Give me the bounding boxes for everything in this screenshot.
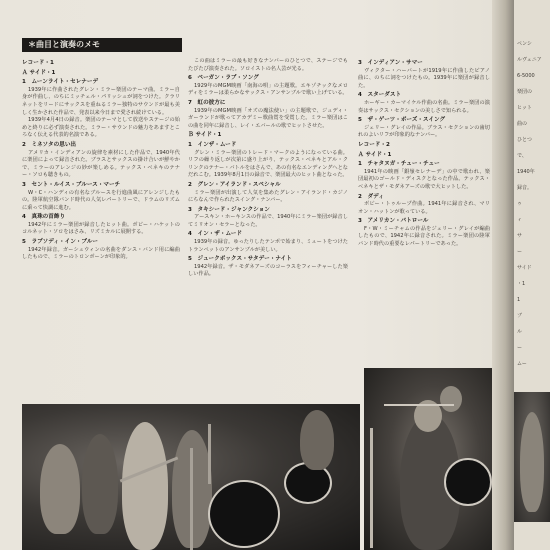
section-heading: Ａ サイド・1 <box>358 151 392 158</box>
section-heading: 1 ムーンライト・セレナーデ <box>22 79 99 86</box>
page-title: ＊曲目と演奏のメモ <box>22 38 182 52</box>
paragraph: ヴィクター・ハーバートが1919年に作曲したピアノ曲に、のちに詞をつけたもの。1939年に楽団が録音した。 <box>358 67 490 89</box>
right-page-text: ィ <box>517 217 523 223</box>
band-photo-partial <box>514 392 550 522</box>
paragraph: 1942年にミラー楽団が録音したヒット曲。ボビー・ハケットのコルネット・ソロをはさみ、リズミカルに展開する。 <box>22 221 180 236</box>
section-heading: 2 ミネソタの思い出 <box>22 141 77 148</box>
right-page-text: ブ <box>517 313 523 319</box>
section-heading: 3 インディアン・サマー <box>358 60 423 66</box>
section-heading: 6 ペーガン・ラブ・ソング <box>188 75 259 82</box>
right-page-text: で、 <box>517 153 527 159</box>
section-heading: 4 イン・ザ・ムード <box>188 231 242 238</box>
right-page-text: ムー <box>517 361 527 367</box>
right-page-text: 6-5000 <box>517 73 535 79</box>
section-heading: 4 スターダスト <box>358 92 402 99</box>
band-photo-musicians <box>364 368 492 550</box>
right-page-text: 1940年 <box>517 169 535 175</box>
right-page-text: サイド <box>517 265 532 271</box>
paragraph: 1929年のMGM映画「南海の唄」の主題歌。エキゾチックなメロディをミラーは柔らかなサックス・アンサンブルで歌い上げている。 <box>188 82 348 97</box>
paragraph: ジェリー・グレイの作品。ブラス・セクションの歯切れのよいリフが印象的なナンバー。 <box>358 124 490 139</box>
paragraph: ミラー楽団が出演して人気を集めたグレン・アイランド・カジノにちなんで作られたスイング・ナンバー。 <box>188 189 348 204</box>
section-heading: 2 グレン・アイランド・スペシャル <box>188 181 281 188</box>
page-spine <box>492 0 514 550</box>
right-page-text: ー <box>517 345 523 351</box>
right-page-text: ひとつ <box>517 137 532 143</box>
right-page-text: サ <box>517 233 523 239</box>
text-column-3 <box>358 58 490 249</box>
section-heading: 2 ダディ <box>358 193 384 200</box>
section-heading: 5 ラプソディ・イン・ブルー <box>22 239 98 246</box>
section-heading: 1 インザ・ムード <box>188 141 237 148</box>
right-page-text: ヒット <box>517 105 532 111</box>
paragraph: ボビー・トゥループ作曲。1941年に録音され、マリオン・ハットンが歌っている。 <box>358 201 490 215</box>
paragraph: 1939年の録音。ゆったりしたテンポで始まり、ミュートをつけたトランペットのアンサンブルが美しい。 <box>188 239 348 253</box>
section-heading: レコード・1 <box>22 60 54 66</box>
section-heading: 3 アメリカン・パトロール <box>358 218 429 225</box>
paragraph: 1941年の映画「銀嶺セレナーデ」の中で歌われ、楽団最初のゴールド・ディスクとなった作品。テックス・ベネキとザ・モダネアーズの歌で大ヒットした。 <box>358 168 490 190</box>
section-heading: Ａ サイド・1 <box>22 69 56 76</box>
paragraph: 1942年録音。ガーシュウィンの名曲をダンス・バンド用に編曲したもので、ミラーのトロンボーンが印象的。 <box>22 246 180 261</box>
section-heading: レコード・2 <box>358 141 390 148</box>
right-page-text: 1 <box>517 297 521 303</box>
right-page-text: ー <box>517 249 523 255</box>
text-column-1 <box>22 58 180 262</box>
right-page-text: 曲の <box>517 121 528 127</box>
section-heading: 4 真珠の首飾り <box>22 214 66 221</box>
section-heading: 1 チャタヌガ・チュー・チュー <box>358 161 440 168</box>
paragraph: F・W・ミーチャムの作品をジェリー・グレイが編曲したもので、1942年に録音された。ミラー楽団の陸軍バンド時代の重要なレパートリーであった。 <box>358 225 490 248</box>
band-photo-orchestra <box>22 404 360 550</box>
paragraph: アースキン・ホーキンスの作品で、1940年にミラー楽団が録音してミリオン・セラーとなった。 <box>188 214 348 228</box>
paragraph: W・C・ハンディの有名なブルースを行進曲風にアレンジしたもの。陸軍航空隊バンド時代の人気レパートリーで、ドラムのリズムに乗って快調に進む。 <box>22 189 180 211</box>
paragraph: 1942年録音。ザ・モダネアーズのコーラスをフィーチャーした楽しい作品。 <box>188 263 348 278</box>
paragraph: 1939年に作曲されたグレン・ミラー楽団のテーマ曲。ミラー自身が作曲し、のちにミッチェル・パリッシュが詞をつけた。クラリネットをリードにサックスを重ねるミラー独特のサウンドが最も美しく生かされた作品で、発表以来今日まで愛され続けている。 <box>22 86 180 116</box>
paragraph: 1939年のMGM映画「オズの魔法使い」の主題歌で、ジュディ・ガーランドが歌ってアカデミー歌曲賞を受賞した。ミラー楽団はこの曲を同年に録音し、レイ・エバールの歌でヒットさせた。 <box>188 107 348 129</box>
section-heading: 5 ジュークボックス・サタデー・ナイト <box>188 256 292 263</box>
paragraph: 1939年4月4日の録音。楽団のテーマとして放送やステージの始めと終りに必ず演奏された。ミラー・サウンドの魅力をあますところなく伝える代表的名演である。 <box>22 117 180 139</box>
right-page-text: 楽団の <box>517 89 533 95</box>
section-heading: 5 ザ・ゲーツ・ボーズ・スイング <box>358 117 446 124</box>
section-heading: 3 タキシード・ジャンクション <box>188 206 270 213</box>
paragraph: アメリカ・インディアンの旋律を素材にした作品で、1940年代に楽団によって録音された。ブラスとサックスの掛け合いが鮮やかで、ミラーのアレンジの妙が楽しめる。テックス・ベネキのテナー・ソロも聴きもの。 <box>22 149 180 179</box>
right-page-text: 録音。 <box>517 185 533 191</box>
section-heading: Ｂ サイド・1 <box>188 132 222 139</box>
paragraph: グレン・ミラー楽団のトレード・マークのようになっている曲。リフの繰り返しが次第に盛り上がり、テックス・ベネキとアル・クリンクのテナー・バトルをはさんで、あの有名なエンディングへとなだれこむ。1939年8月1日の録音で、楽団最大のヒット曲となった。 <box>188 149 348 179</box>
right-page-text: ・1 <box>517 281 526 287</box>
text-column-2 <box>188 58 348 279</box>
right-page-text: ル <box>517 329 523 335</box>
paragraph: ホーギー・カーマイケル作曲の名曲。ミラー楽団の演奏はサックス・セクションの美しさで知られる。 <box>358 99 490 114</box>
right-page-text: ペンシ <box>517 41 532 47</box>
right-page-text: ルヴェニア <box>517 57 542 63</box>
paragraph: この曲はミラーの最も好きなナンバーのひとつで、ステージでもたびたび演奏された。ソロイストの名人芸が光る。 <box>188 58 348 72</box>
section-heading: 7 虹の彼方に <box>188 99 226 106</box>
right-page-text: ゥ <box>517 201 523 207</box>
section-heading: 3 セント・ルイス・ブルース・マーチ <box>22 181 121 188</box>
